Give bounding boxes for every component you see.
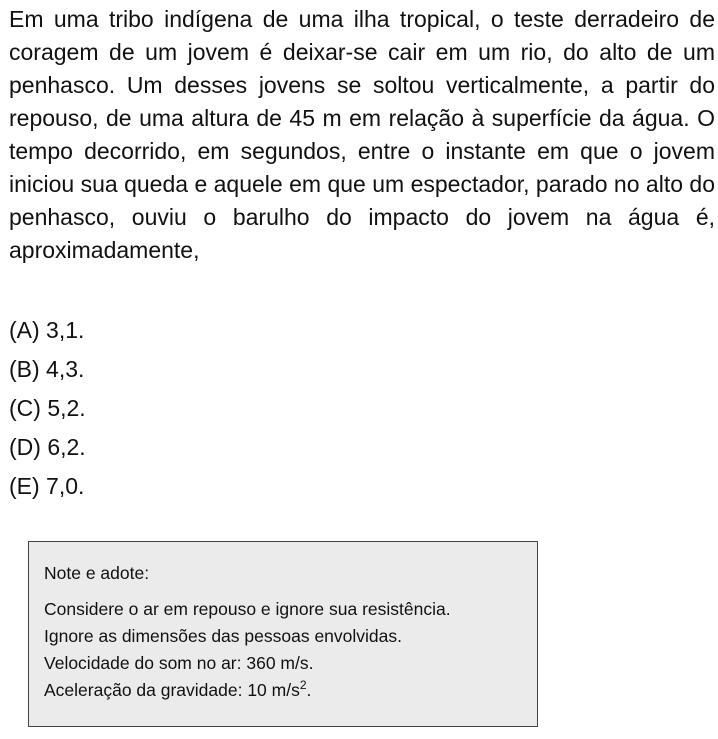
option-c: (C) 5,2. <box>9 395 86 421</box>
gravity-end: . <box>306 680 312 700</box>
option-b: (B) 4,3. <box>9 356 85 382</box>
question-text: Em uma tribo indígena de uma ilha tropical, o teste derradeiro de coragem de um jovem é deixar-se cair em um rio, do alto de um penhasco. Um desses jovens se soltou verticalmente, a partir do repouso, de uma altura de 45 m em relação à superfície da água. O tempo decorrido, em segundos, entre o instante em que o jovem iniciou sua queda e aquele em que um espectador, parado no alto do penhasco, ouviu o barulho do impacto do jovem na água é, aproximadamente, <box>9 6 715 263</box>
gravity-text: Aceleração da gravidade: 10 m/s <box>44 680 300 700</box>
note-line-gravity <box>44 677 527 704</box>
option-a: (A) 3,1. <box>9 317 85 343</box>
note-line-air: Considere o ar em repouso e ignore sua resistência. <box>44 599 451 619</box>
gravity-exponent: 2 <box>299 678 307 693</box>
note-line-dimensions: Ignore as dimensões das pessoas envolvidas. <box>44 626 402 646</box>
option-e: (E) 7,0. <box>9 473 85 499</box>
note-box <box>28 541 538 727</box>
note-line-sound-speed: Velocidade do som no ar: 360 m/s. <box>44 653 314 673</box>
note-title: Note e adote: <box>44 563 150 583</box>
option-d: (D) 6,2. <box>9 434 86 460</box>
answer-options <box>9 311 86 506</box>
